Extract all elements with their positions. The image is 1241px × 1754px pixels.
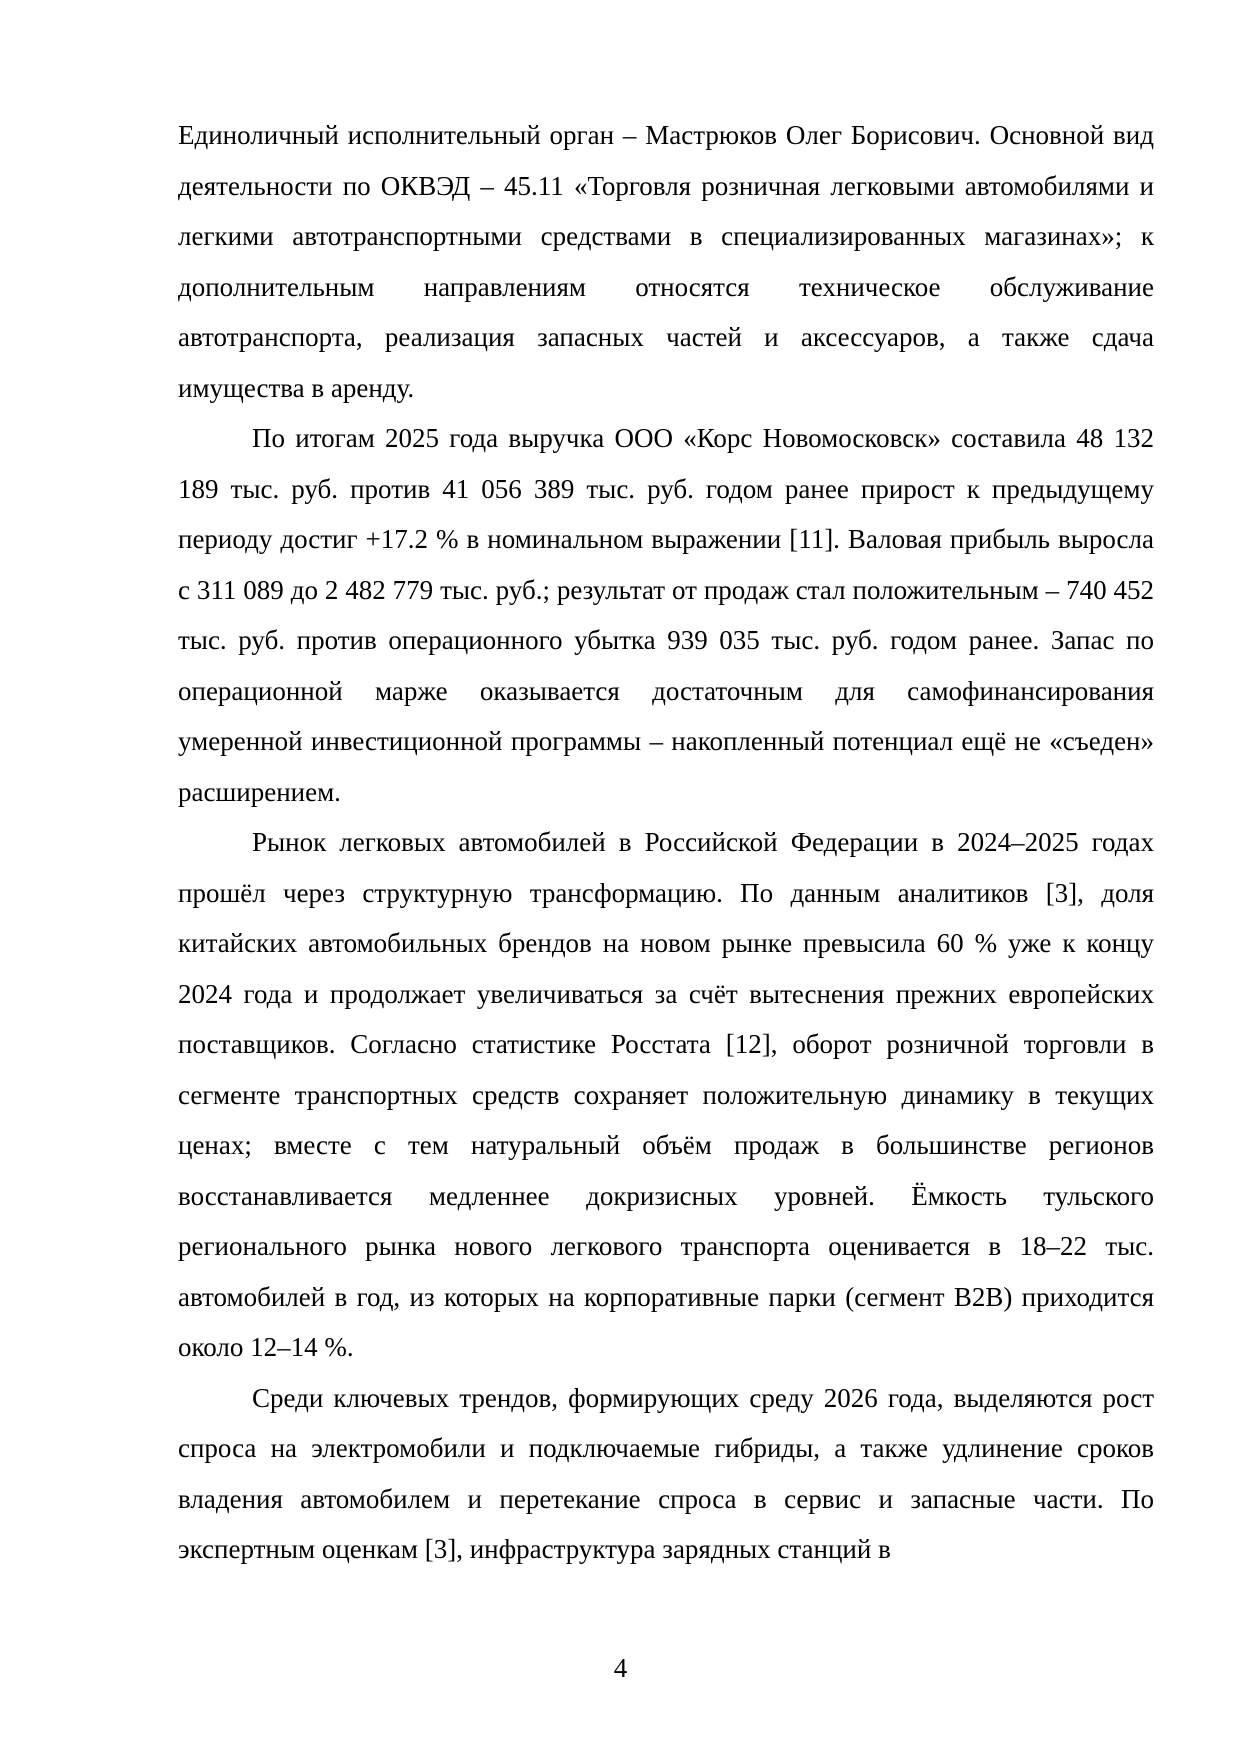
paragraph-market-overview: Рынок легковых автомобилей в Российской Федерации в 2024–2025 годах прошёл через структурную трансформацию. По данным аналитиков [3], доля китайских автомобильных брендов на новом рынке превысила 60 % уже к концу 2024 года и продолжает увеличиваться за счёт вытеснения прежних европейских поставщиков. Согласно статистике Росстата [12], оборот розничной торговли в сегменте транспортных средств сохраняет положительную динамику в текущих ценах; вместе с тем натуральный объём продаж в большинстве регионов восстанавливается медленнее докризисных уровней. Ёмкость тульского регионального рынка нового легкового транспорта оценивается в 18–22 тыс. автомобилей в год, из которых на корпоративные парки (сегмент B2B) приходится около 12–14 %. bbox=[178, 827, 1154, 1362]
paragraph-key-trends: Среди ключевых трендов, формирующих среду 2026 года, выделяются рост спроса на электромобили и подключаемые гибриды, а также удлинение сроков владения автомобилем и перетекание спроса в сервис и запасные части. По экспертным оценкам [3], инфраструктура зарядных станций в bbox=[178, 1382, 1154, 1564]
page-number: 4 bbox=[613, 1653, 628, 1683]
paragraph-financial-results: По итогам 2025 года выручка ООО «Корс Новомосковск» составила 48 132 189 тыс. руб. против 41 056 389 тыс. руб. годом ранее прирост к предыдущему периоду достиг +17.2 % в номинальном выражении [11]. Валовая прибыль выросла с 311 089 до 2 482 779 тыс. руб.; результат от продаж стал положительным – 740 452 тыс. руб. против операционного убытка 939 035 тыс. руб. годом ранее. Запас по операционной марже оказывается достаточным для самофинансирования умеренной инвестиционной программы – накопленный потенциал ещё не «съеден» расширением. bbox=[178, 423, 1154, 807]
body-text bbox=[178, 110, 1154, 1575]
paragraph-company-profile: Единоличный исполнительный орган – Мастрюков Олег Борисович. Основной вид деятельности по ОКВЭД – 45.11 «Торговля розничная легковыми автомобилями и легкими автотранспортными средствами в специализированных магазинах»; к дополнительным направлениям относятся техническое обслуживание автотранспорта, реализация запасных частей и аксессуаров, а также сдача имущества в аренду. bbox=[178, 120, 1154, 403]
